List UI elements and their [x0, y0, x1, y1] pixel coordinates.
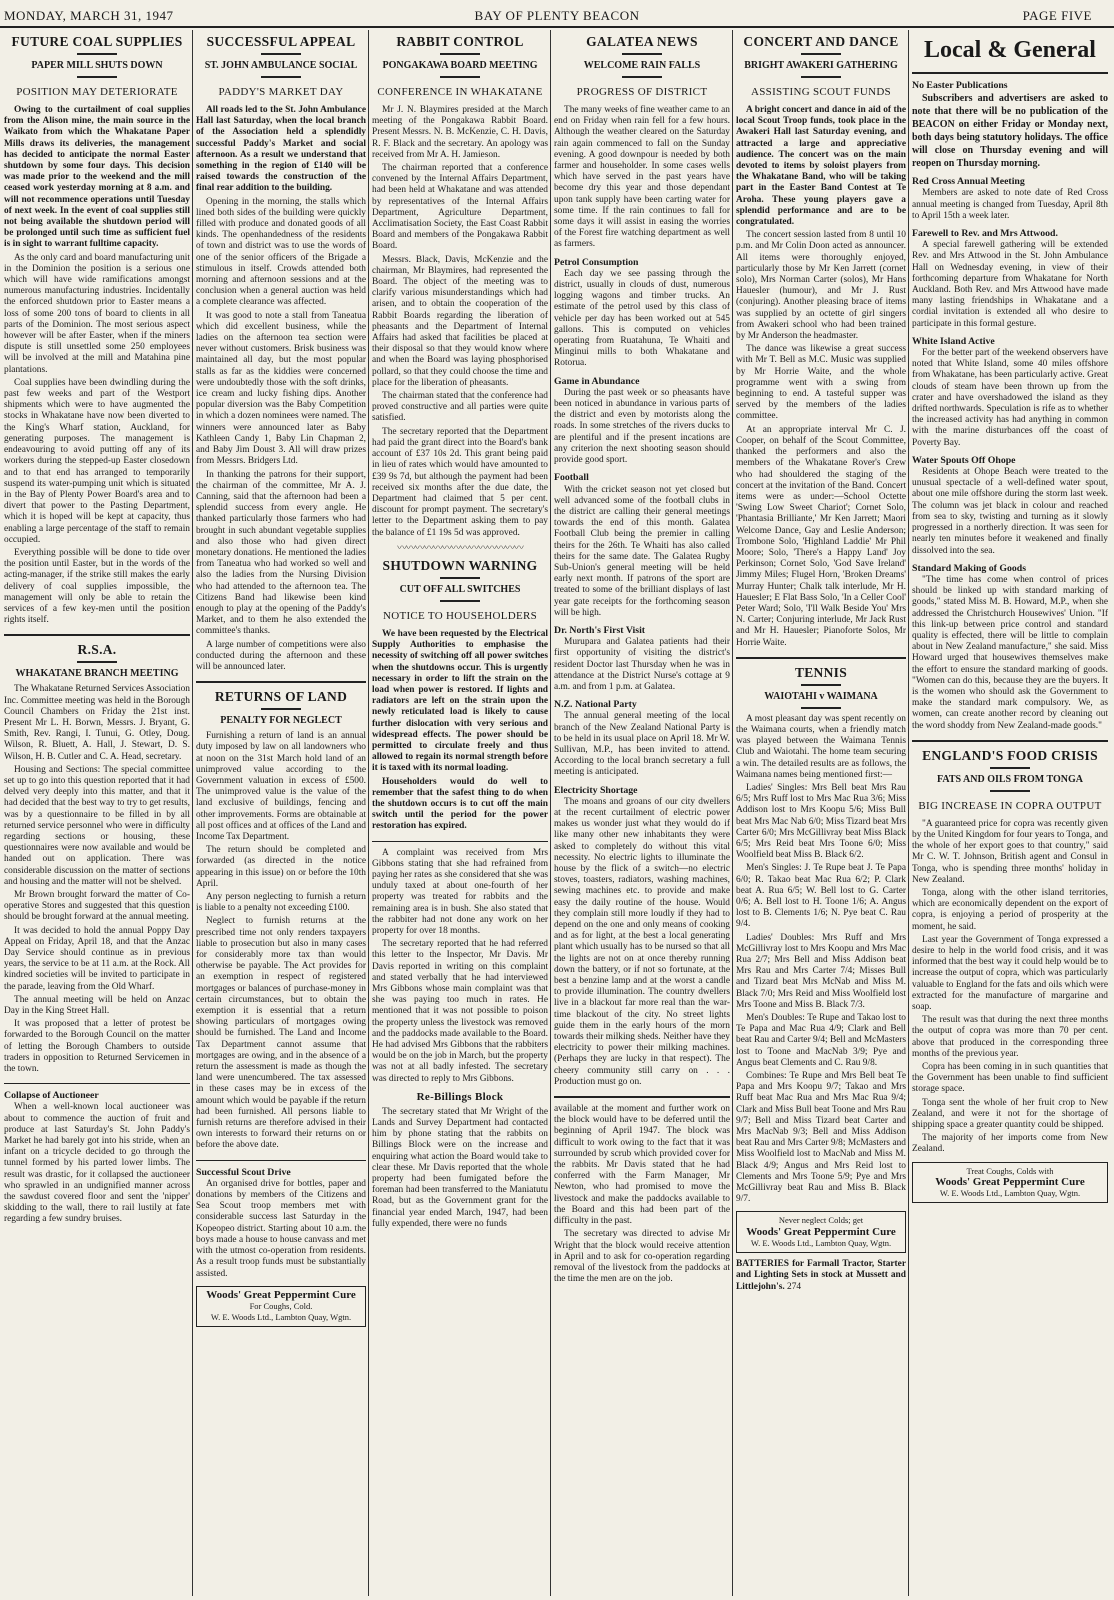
- advertisement: [736, 1211, 906, 1253]
- paragraph: Ladies' Doubles: Mrs Ruff and Mrs McGillivray lost to Mrs Koopu and Mrs Mac Rua 2/7; Mrs Bell and Miss Addison beat Mrs Rau and Mrs Carter 7/4; Misses Bull and Tizard beat Mrs McNab and Miss M. Black 7/0; Mrs Reid and Miss Woolfield lost Mrs Toone and Miss B. Black 7/3.: [736, 932, 906, 1010]
- paragraph: The many weeks of fine weather came to an end on Friday when rain fell for a few hours. Although the weather cleared on the Saturday rain again commenced to fall on the Sunday evening. A good downpour is needed by both farmer and householder. In some cases wells which have served in the past years have become dry this year and those dependant upon tank supply have been carting water for some time. If the rain continues to fall for some days it will assist in easing the worries of the Forest fire watching department as well as farmers.: [554, 105, 730, 250]
- paragraph: During the past week or so pheasants have been noticed in abundance in various parts of the district and even by motorists along the roads. In some stretches of the rivers ducks to are plentiful and if the present incations are any criterion the next shooting season should provide good sport.: [554, 387, 730, 466]
- lead-paragraph: Owing to the curtailment of coal supplies from the Alison mine, the main source in the Waikato from which the Whakatane Paper Mills draws its deliveries, the management has decided to anticipate the normal Easter shutdown by some four days. This decision was made prior to the weekend and the mill ceased work yesterday morning at 8 a.m. and will not recommence operations until Tuesday of next week. In the event of coal supplies still not being available the shutdown period will be prolonged until such time as sufficient fuel is in sight to warrant fulltime capacity.: [4, 105, 190, 250]
- paragraph: Tonga sent the whole of her fruit crop to New Zealand, and were it not for the shortage of shipping space a greater quantity could be shipped.: [912, 1097, 1108, 1131]
- lead-paragraph: We have been requested by the Electrical Supply Authorities to emphasise the necessity of switching off all power switches when the shutdowns occur. This is urgently necessary in order to lift the strain on the load when power is restored. If lights and radiators are left on the strain upon the newly reticulated load is likely to cause further dislocation with very serious and widespread effects. The power should be permitted to circulate freely and thus allowed to regain its normal strength before it is taxed with its normal loading.: [372, 628, 548, 774]
- paragraph: When a well-known local auctioneer was about to commence the auction of fruit and produce at last Saturday's St. John Paddy's Market he had barely got into his stride, when an infant on a tricycle decided to go through the tunnel formed by his parted lower limbs. The result was drastic, for it collapsed the auctioneer who sprawled in an undignified manner across the sawdust covered floor and sent the 'nipper' skidding to the wall, there to rail lustily at fate regarding a few sundry bruises.: [4, 1102, 190, 1225]
- section-heading: Successful Scout Drive: [196, 1166, 291, 1178]
- column-rule: [550, 30, 551, 1596]
- lead-paragraph: Householders would do well to remember that the safest thing to do when the shutdown occurs is to cut off the main switch until the period for the power restoration has expired.: [372, 776, 548, 832]
- headline-rule: [440, 76, 480, 78]
- ad-title: Woods' Great Peppermint Cure: [746, 1225, 896, 1238]
- paragraph: Housing and Sections: The special committee set up to go into this question reported that it had delved very deeply into this matter, and that it had decided that the best way to try to get results, was by a questionnaire to be filled in by all returned service personnel who were in difficulty regarding sections or housing, these questionnaires were now available and would be handed out on application. There was considerable discussion on the matter of sections and housing and the matter will not be shelved.: [4, 764, 190, 887]
- ad-tagline: For Coughs, Cold.: [249, 1300, 313, 1311]
- headline-rule: [801, 76, 841, 78]
- paragraph: Mr J. N. Blaymires presided at the March meeting of the Pongakawa Rabbit Board. Present Messrs. N. B. McKenzie, C. H. Davis, R. F. Black and the secretary. An apology was received from Mr A. H. Jamieson.: [372, 105, 548, 160]
- deck: ASSISTING SCOUT FUNDS: [751, 86, 891, 98]
- section-heading: Standard Making of Goods: [912, 562, 1027, 574]
- subheadline: PENALTY FOR NEGLECT: [220, 715, 342, 727]
- column-rule: [732, 30, 733, 1596]
- paragraph: The dance was likewise a great success with Mr T. Bell as M.C. Music was supplied by Mr Horrie Waite, and the whole programme went with a swing from beginning to end. A tasteful supper was served by the members of the ladies committee.: [736, 344, 906, 422]
- paragraph: The majority of her imports come from New Zealand.: [912, 1133, 1108, 1155]
- paragraph: The chairman stated that the conference had proved constructive and all parties were quite satisfied.: [372, 391, 548, 424]
- paragraph: Neglect to furnish returns at the prescribed time not only renders taxpayers liable to prosecution but also in many cases for considerably more tax than would otherwise be payable. The Act provides for an exemption in respect of registered mortgages or balances of purchase-money in certain circumstances, but to obtain the exemption it is essential that a return showing particulars of mortgages owing should be furnished. The Land and Income Tax Department cannot assume that mortgages are owing, and in the absence of a return the assessment is made as though the land were unencumbered. The tax assessed in these cases may be in excess of the amount which would be payable if the return had been furnished. All persons liable to furnish returns are therefore advised in their own interests to forward their returns on or before the above date.: [196, 916, 366, 1151]
- section-heading: Farewell to Rev. and Mrs Attwood.: [912, 228, 1058, 240]
- headline-rule: [261, 708, 301, 710]
- subheadline: PONGAKAWA BOARD MEETING: [382, 60, 538, 71]
- subheadline: FATS AND OILS FROM TONGA: [937, 773, 1083, 785]
- ad-note: Treat Coughs, Colds with: [966, 1165, 1054, 1176]
- column-6: [912, 34, 1108, 1594]
- divider: [4, 634, 190, 636]
- headline: RETURNS OF LAND: [214, 689, 348, 705]
- headline-rule: [440, 600, 480, 602]
- ad-title: Woods' Great Peppermint Cure: [206, 1288, 356, 1301]
- column-rule: [908, 30, 909, 1596]
- deck: PADDY'S MARKET DAY: [218, 86, 344, 98]
- paragraph: Tonga, along with the other island territories, which are economically dependent on the export of copra, is enjoying a period of prosperity at the moment, he said.: [912, 887, 1108, 932]
- paragraph: The moans and groans of our city dwellers at the recent curtailment of electric power makes us wonder just what they would do if like many other new inhabitants they were asked to completely do without this vital necessity. No electric lights to illuminate the house by the flick of a switch—no electric stoves, toasters, radiators, washing machines, sewing machines etc. to provide and make easy the daily routine of the house. Would they complain still more loudly if they had to depend on the one and only means of cooking and as for light, at the best a local generating plant which usually has to be nursed so that all the lights are not on at once thereby running down the battery, or if not so fortunate, at the best a benzine lamp and at the worst a candle to provide illumination. The country dwellers live in a blackout far more real than the war-time blackout of the city. No street lights guide them in the early hours of the morn towards their milking sheds. Neither have they electricity to power their milking machines. (Perhaps they are lucky in that respect). The cheery community still carry on . . . Production must go on.: [554, 796, 730, 1087]
- headline: CONCERT AND DANCE: [743, 34, 899, 49]
- headline-rule: [622, 76, 662, 78]
- paragraph: The concert session lasted from 8 until 10 p.m. and Mr Colin Doon acted as announcer. All items were thoroughly enjoyed, particularly those by Mr Ken Jarrett (cornet solo), Mrs Norman Carter (solos), Mr Hans Hauesler (humour), and Mr J. Rust (conjuring). Another pleasing brace of items was supplied by an octette of girl singers from Awakeri school who had been trained by Mr Anderson the headmaster.: [736, 230, 906, 342]
- subheadline: WAIOTAHI v WAIMANA: [764, 690, 878, 702]
- lead-paragraph: A bright concert and dance in aid of the local Scout Troop funds, took place in the Awakeri Hall last Saturday evening, and attracted a large and appreciative audience. The concert was on the main devoted to items by soloist players from the Whakatane Band, who will be taking part in the Easter Band Contest at Te Aroha. These young players gave a splendid performance and are to be congratulated.: [736, 105, 906, 228]
- paragraph: It was good to note a stall from Taneatua which did excellent business, while the ladies on the afternoon tea section were never without customers. Brisk business was maintained all day, but the most popular stalls as far as the kiddies were concerned were undoubtedly those with the soft drinks, ice cream and lucky fishing dips. Another popular diversion was the Baby Competition in which a dozen nominees were named. The winners were announced later as Baby Kathleen Candy 1, Baby Lin Chapman 2, and Baby Jim Doust 3. All will draw prizes from Messrs. Bridgers Ltd.: [196, 310, 366, 467]
- paragraph: Furnishing a return of land is an annual duty imposed by law on all landowners who at noon on the 31st March hold land of an unimproved value according to the Government valuation in excess of £500. The unimproved value is the value of the land exclusive of buildings, fencing and other improvements. Forms are obtainable at all post offices and at offices of the Land and Income Tax Department.: [196, 731, 366, 842]
- paragraph: Everything possible will be done to tide over the position until Easter, but in the words of the acting-manager, if the strike still makes the early delivery of coal supplies impossible, the management will only be able to retain the services of a few key-men until the position rights itself.: [4, 547, 190, 626]
- headline: RABBIT CONTROL: [396, 34, 524, 49]
- paragraph: It was decided to hold the annual Poppy Day Appeal on Friday, April 18, and that the Anzac Day Service should continue as in previous years, the service to be at 11 a.m. at the Rock. All kindred societies will be invited to participate in the parade, leaving from the Old Wharf.: [4, 925, 190, 992]
- headline: FUTURE COAL SUPPLIES: [11, 34, 183, 49]
- subheadline: PAPER MILL SHUTS DOWN: [31, 60, 163, 71]
- paragraph: Mr Brown brought forward the matter of Co-operative Stores and suggested that this question should be brought forward at the annual meeting.: [4, 890, 190, 923]
- paragraph: Murupara and Galatea patients had their first opportunity of visiting the district's resident Doctor last Thursday when he was in attendance at the District Nurse's cottage at 9 a.m. and from 1 p.m. at Galatea.: [554, 637, 730, 692]
- subheadline: BRIGHT AWAKERI GATHERING: [744, 60, 898, 71]
- deck: BIG INCREASE IN COPRA OUTPUT: [918, 799, 1102, 812]
- paragraph: A most pleasant day was spent recently on the Waimana courts, when a friendly match was played between the Waimana Tennis Club and Waiotahi. The home team securing a win. The detailed results are as follows, the Waimana names being mentioned first:—: [736, 713, 906, 780]
- column-2: [196, 34, 366, 1594]
- masthead: [0, 0, 1114, 28]
- page-number: PAGE FIVE: [1022, 8, 1092, 23]
- deck: POSITION MAY DETERIORATE: [16, 86, 178, 98]
- paragraph: Each day we see passing through the district, usually in clouds of dust, numerous logging wagons and timber trucks. An estimate of the petrol used by this class of vehicle per day has been worked out at 545 gallons. This is computed on vehicles operating from Ruatahuna, Te Whaiti and Minginui mills to both Whakatane and Rotorua.: [554, 268, 730, 369]
- section-heading: Dr. North's First Visit: [554, 624, 646, 636]
- column-4: [554, 34, 730, 1594]
- paragraph: In thanking the patrons for their support, the chairman of the committee, Mr A. J. Canning, said that the afternoon had been a splendid success from every angle. He thanked particularly those farmers who had brought in such abundant vegetable supplies and also those who had given direct monetary donations. He mentioned the ladies from Taneatua who had worked so well and also the ladies from the Nursing Division who had attended to the afternoon tea. The Citizens Band had likewise been kind enough to play at the opening of the Paddy's Market, and to them he also extended the committee's thanks.: [196, 469, 366, 637]
- paragraph: The secretary was directed to advise Mr Wright that the block would receive attention in April and to ask for co-operation regarding removal of the livestock from the paddocks at the time the men are on the job.: [554, 1229, 730, 1285]
- headline-rule: [77, 661, 117, 663]
- ad-title: Woods' Great Peppermint Cure: [935, 1175, 1085, 1188]
- section-heading: N.Z. National Party: [554, 699, 637, 711]
- paragraph: The secretary reported that he had referred this letter to the Inspector, Mr Davis. Mr Davis reported in writing on this complaint and stated verbally that he had interviewed Mrs Gibbons whose main complaint was that she was paying too much in rates. He mentioned that it was not possible to poison the property unless the livestock was removed and the paddocks made available to the Board. He had advised Mrs Gibbons that the rabbiters would be on the job in March, but the property was not at all badly infested. The secretary was directed to reply to Mrs Gibbons.: [372, 939, 548, 1084]
- column-1: [4, 34, 190, 1594]
- paragraph: Copra has been coming in in such quantities that the Government has been unable to find sufficient storage space.: [912, 1062, 1108, 1095]
- paragraph: The annual meeting will be held on Anzac Day in the King Street Hall.: [4, 994, 190, 1017]
- paragraph: As the only card and board manufacturing unit in the Dominion the position is a serious one which will have wide ramifications amongst numerous manufacturing industries. Incidentally the enforced shutdown prior to Easter means a loss of some 200 tons of board to clients in all parts of the Dominion. The most serious aspect however will be after Easter, when if the miners dispute is still unsettled some 250 employees will be involved at the mill and Matahina pine plantations.: [4, 252, 190, 375]
- headline: R.S.A.: [77, 642, 117, 658]
- headline-rule: [801, 684, 841, 686]
- column-5: [736, 34, 906, 1594]
- headline-rule: [261, 53, 301, 55]
- deck: PROGRESS OF DISTRICT: [576, 86, 708, 98]
- subheadline: WHAKATANE BRANCH MEETING: [15, 668, 179, 680]
- paragraph: "A guaranteed price for copra was recently given by the United Kingdom for four years to Tonga, and the whole of her export goes to that country," said Mr C. W. T. Johnson, British agent and Consul in Tonga, who is spending three months' holiday in New Zealand.: [912, 818, 1108, 885]
- paragraph: For the better part of the weekend observers have noted that White Island, some 40 miles offshore from Whakatane, has been particularly active. Great clouds of steam have been thrown up from the crater and have overshadowed the island as they drifted northwards. Speculation is rife as to whether the increased activity has had anything in common with the marine disturbances off the coast of Poverty Bay.: [912, 348, 1108, 448]
- advertisement: [912, 1162, 1108, 1204]
- headline: TENNIS: [794, 664, 848, 680]
- ad-address: W. E. Woods Ltd., Lambton Quay, Wgtn.: [210, 1312, 352, 1323]
- paragraph: A special farewell gathering will be extended Rev. and Mrs Attwood in the St. John Ambulance Hall on Wednesday evening, in view of their forthcoming departure from Whakatane for North Auckland. Both Rev. and Mrs Attwood have made many lasting friendships in Whakatane and a cordial invitation is extended all who desire to participate in this formal gesture.: [912, 240, 1108, 329]
- headline-rule: [990, 790, 1030, 792]
- headline-rule: [261, 76, 301, 78]
- lead-paragraph: All roads led to the St. John Ambulance Hall last Saturday, when the local branch of the Association held a splendidly successful Paddy's Market and social afternoon. As a result we understand that something in the region of £140 will be raised towards the construction of the final rear addition to the building.: [196, 105, 366, 194]
- paragraph: The secretary reported that the Department had paid the grant direct into the Board's bank account of £37 10s 2d. This grant being paid in lieu of rates which would have amounted to £39 9s 7d, but although the payment had been received six months after the due date, the Department had claimed that 5 per cent. discount for prompt payment. The secretary's letter to the Department asking them to pay the balance of £1 19s 5d was approved.: [372, 426, 548, 538]
- section-heading: Electricity Shortage: [554, 784, 638, 796]
- paragraph: "The time has come when control of prices should be linked up with standard marking of goods," stated Miss M. B. Howard, M.P., when she addressed the Christchurch Housewives' Union. "If this link-up between price control and standard quality is effected, there will be little to complain about in New Zealand manufacture," she said. Miss Howard urged that housewives themselves make the effort to ensure the standard marking of goods. "Women can do this, because they are the buyers. It is the women who should ask the Government to make the standard mark compulsory. We, as women, can create another record by cleaning out the word shoddy from New Zealand-made goods.": [912, 574, 1108, 731]
- divider: [736, 657, 906, 659]
- section-heading: Re-Billings Block: [416, 1090, 504, 1103]
- paragraph: A complaint was received from Mrs Gibbons stating that she had refrained from paying her rates as she considered that she was unduly taxed at about one-fourth of her property was treated for rabbits and the remaining area is in bush. She also stated that the rabbiter had not done any work on her property for over 18 months.: [372, 847, 548, 936]
- headline-rule: [990, 767, 1030, 769]
- paragraph: Opening in the morning, the stalls which lined both sides of the building were quickly filled with produce and donated goods of all kinds. The openhandedness of the residents of town and district was to use the words of one of the senior officers of the Brigade a stimulous in itself. Crowds attended both morning and afternoon sessions and at the conclusion when a general auction was held a complete clearance was affected.: [196, 196, 366, 308]
- issue-date: MONDAY, MARCH 31, 1947: [4, 8, 174, 23]
- section-heading: Game in Abundance: [554, 375, 640, 387]
- ad-address: W. E. Woods Ltd., Lambton Quay, Wgtn.: [939, 1188, 1081, 1199]
- column-rule: [192, 30, 193, 1596]
- headline: SHUTDOWN WARNING: [382, 557, 538, 573]
- divider: [912, 740, 1108, 742]
- headline-rule: [77, 53, 117, 55]
- column-rule: [368, 30, 369, 1596]
- subheadline: WELCOME RAIN FALLS: [583, 60, 701, 71]
- paragraph: Coal supplies have been dwindling during the past few weeks and part of the Westport shipments which were to have augmented the stocks in Whakatane have now been diverted to the King's Wharf station, Auckland, for generating purposes. The management is endeavouring to avoid putting off any of its workers during the stepped-up Easter closedown and to that end has arranged to temporarily suspend its water-pumping unit which is situated in the Bay of Plenty Power Board's area and to divert that power to the Pasting Department, which it is hoped will be kept at capacity, thus enabling a large percentage of the staff to remain occupied.: [4, 377, 190, 545]
- divider: [912, 72, 1108, 74]
- paragraph: Ladies' Singles: Mrs Bell beat Mrs Rau 6/5; Mrs Ruff lost to Mrs Mac Rua 3/6; Miss Addison lost to Mrs Koopu 5/6; Miss Bull beat Mrs Mac Nab 6/0; Miss Tizard beat Mrs Carter 6/0; Mrs McGillivray beat Miss Black 6/5; Mrs Reid beat Mrs Toone 6/0; Miss Woolfield beat Miss B. Black 6/2.: [736, 782, 906, 861]
- subheadline: ST. JOHN AMBULANCE SOCIAL: [204, 60, 358, 71]
- divider: [196, 681, 366, 683]
- headline-rule: [440, 53, 480, 55]
- classified-ad: [736, 1259, 906, 1293]
- advertisement: [196, 1286, 366, 1328]
- paragraph: The secretary stated that Mr Wright of the Lands and Survey Department had contacted him by phone stating that the rabbits on Billings Block were on the increase and enquiring what action the Board would take to clear these. Mr Davis reported that the whole property had been fumigated before the foreman had been transferred to the Maniatutu Road, but as the Government grant for the financial year ended March, 1947, had been fully expended, there were no funds: [372, 1106, 548, 1229]
- divider: [196, 1160, 366, 1161]
- section-heading: Collapse of Auctioneer: [4, 1090, 99, 1102]
- paper-title: BAY OF PLENTY BEACON: [474, 8, 640, 23]
- headline-rule: [622, 53, 662, 55]
- ad-address: W. E. Woods Ltd., Lambton Quay, Wgtn.: [750, 1237, 892, 1248]
- section-heading: Water Spouts Off Ohope: [912, 454, 1016, 466]
- paragraph: Men's Singles: J. Te Rupe beat J. Te Papa 6/0; R. Takao beat Mac Rua 6/2; P. Clark beat A. Rua 6/5; W. Bell lost to G. Carter 0/6; A. Bell lost to H. Toone 1/6; A. Angus lost to B. Clements 1/6; N. Pye beat C. Rau 9/4.: [736, 863, 906, 930]
- paragraph: The Whakatane Returned Services Association Inc. Committee meeting was held in the Borough Council Chambers on Friday the 21st inst. Present Mr L. H. Borwn, Messrs. J. Bryant, G. Smith, Rev. Rangi, I. Tunui, G. Otley, Doug. Wilson, R. Bluett, A. Hall, J. Stewart, D. S. Wilson, H. B. Cutler and C. A. Head, secretary.: [4, 684, 190, 762]
- paragraph: The result was that during the next three months the output of copra was more than 70 per cent. above that produced in the corresponding three months of the previous year.: [912, 1015, 1108, 1059]
- paragraph: A large number of competitions were also conducted during the afternoon and these will be announced later.: [196, 639, 366, 672]
- section-heading: Petrol Consumption: [554, 256, 639, 268]
- headline-rule: [77, 76, 117, 78]
- section-heading: No Easter Publications: [912, 80, 1008, 91]
- paragraph: Combines: Te Rupe and Mrs Bell beat Te Papa and Mrs Koopu 9/7; Takao and Mrs Ruff beat Mac Rua and Mrs Mac Rua 9/4; Clark and Miss Bull beat Toone and Mrs Rau 9/7; Bell and Miss Tizard beat Carter and Mrs MacNab 9/3; Bell and Miss Addison beat Rau and Mrs Carter 9/8; McMasters and Miss Woolfield lost to MacNab and Miss M. Black 4/9; Angus and Mrs Reid lost to Clements and Mrs Toone 5/9; Pye and Mrs McGillivray beat Rau and Miss B. Black 9/7.: [736, 1071, 906, 1205]
- paragraph: Messrs. Black, Davis, McKenzie and the chairman, Mr Blaymires, had represented the Board. The object of the meeting was to clarify various misunderstandings which had arisen, and to obtain the cooperation of the Rabbit Boards regarding the liberation of pheasants and the Department of Internal Affairs had asked that facilities be placed at their disposal so that they would know where and when the Board was laying phosphorised pollard, so that they could choose the time and place for the liberation of pheasants.: [372, 254, 548, 388]
- deck: CONFERENCE IN WHAKATANE: [377, 86, 543, 98]
- divider: [4, 1083, 190, 1084]
- paragraph: Members are asked to note date of Red Cross annual meeting is changed from Tuesday, April 8th to April 15th a week later.: [912, 188, 1108, 221]
- headline-rule: [801, 707, 841, 709]
- paragraph: The chairman reported that a conference convened by the Internal Affairs Department, had been held at Whakatane and was attended by representatives of the Internal Affairs Department, Agriculture Department, Acclimatisation Society, the East Coast Rabbit Board and members of the Pongakawa Rabbit Board.: [372, 163, 548, 252]
- paragraph: It was proposed that a letter of protest be forwarded to the Borough Council on the matter of letting the Borough Chambers to outside traders in opposition to Returned Servicemen in the town.: [4, 1019, 190, 1075]
- headline: SUCCESSFUL APPEAL: [206, 34, 356, 49]
- headline-rule: [801, 53, 841, 55]
- headline: ENGLAND'S FOOD CRISIS: [922, 747, 1098, 763]
- divider: [554, 1096, 730, 1098]
- paragraph: An organised drive for bottles, paper and donations by members of the Citizens and Sea Scout troop members met with considerable success last Saturday in the Kopeopeo district. Starting about 10 a.m. the boys made a house to house canvass and met with the utmost co-operation from residents. As a result troop funds must be substantially assisted.: [196, 1178, 366, 1279]
- section-heading: White Island Active: [912, 335, 995, 347]
- paragraph: Last year the Government of Tonga expressed a desire to help in the world food crisis, and it was informed that the best way it could help would be to increase the output of copra, which was particularly valuable to England for the fats and oils which were extracted for the manufacture of margarine and soap.: [912, 934, 1108, 1012]
- paragraph: Residents at Ohope Beach were treated to the unusual spectacle of a well-defined water spout, about one mile offshore during the storm last week. The column was jet black in colour and reached from sea to sky, twisting and turning as it slowly progressed in a northerly direction. It was seen for nearly ten minutes before it weakened and finally dissolved into the sea.: [912, 467, 1108, 556]
- deck: NOTICE TO HOUSEHOLDERS: [382, 609, 538, 622]
- section-heading: Red Cross Annual Meeting: [912, 176, 1025, 188]
- subheadline: CUT OFF ALL SWITCHES: [399, 583, 521, 595]
- paragraph: Men's Doubles: Te Rupe and Takao lost to Te Papa and Mac Rua 4/9; Clark and Bell beat Rau and Carter 9/4; Bell and McMasters lost to Toone and MacNab 3/9; Pye and Angus beat Clements and C. Rau 9/8.: [736, 1013, 906, 1068]
- section-heading: Football: [554, 472, 589, 484]
- paragraph: At an appropriate interval Mr C. J. Cooper, on behalf of the Scout Committee, thanked the performers and also the members of the Whakatane Rover's Crew who had shouldered the staging of the concert at the invitation of the Band. Concert items were as under:—School Octette 'Swing Low Sweet Chariot'; Cornet Solo, 'Phantasia Brilliante,' Mr Ken Jarrett; Maori Welcome Dance, Gay and Leslie Anderson; Trombone Solo, 'Highland Laddie' Mr Phil Moore; Solo, 'There's a Happy Land' Joy Perkinson; Cornet Solo, 'God Save Ireland' Jimmy Miles; Flugel Horn, 'Broken Dreams' Murray Hunter; Chalk talk interlude, Mr H. Hauesler; E Flat Bass Solo, 'In a Celler Cool' Peter Ward; Solo, 'I'll Walk Beside You' Mrs N. Carter; Conjuring interlude, Mr Jack Rust and Mr H. Hauesler; Pianoforte Solos, Mr Horrie Waite.: [736, 424, 906, 648]
- column-3: [372, 34, 548, 1594]
- headline: GALATEA NEWS: [586, 34, 698, 49]
- classified-text: BATTERIES for Farmall Tractor, Starter and Lighting Sets in stock at Mussett and Littlejohn's.: [736, 1259, 906, 1292]
- headline-rule: [440, 577, 480, 579]
- paragraph: With the cricket season not yet closed but well advanced some of the football clubs in the district are calling their general meetings towards the end of this month. Galatea Football Club being the premier in calling theirs for the 26th. Te Whaiti has also called theirs for the same date. The Galatea Rugby Sub-Union's general meeting will be held early next month. If patrons of the sport are treated to some of the brilliant displays of last year gate receipts for the forthcoming season will be high.: [554, 484, 730, 618]
- classified-number: 274: [787, 1281, 802, 1292]
- paragraph: The return should be completed and forwarded (as directed in the notice appearing in this issue) on or before the 10th April.: [196, 845, 366, 889]
- paragraph: The annual general meeting of the local branch of the New Zealand National Party is to be held in its usual place on April 18. Mr W. Sullivan, M.P., has been invited to attend. According to the local branch secretary a full meeting is anticipated.: [554, 711, 730, 778]
- divider: [372, 841, 548, 842]
- ornamental-divider: 〰〰〰〰〰〰〰〰〰〰〰〰〰〰: [397, 542, 523, 554]
- section-title: Local & General: [924, 37, 1096, 63]
- notice-paragraph: Subscribers and advertisers are asked to note that there will be no publication of the BEACON on either Friday or Monday next, both days being statutory holidays. The office will close on Thursday evening and will reopen on Thursday morning.: [912, 93, 1108, 170]
- ad-note: Never neglect Colds; get: [778, 1215, 864, 1226]
- paragraph: Any person neglecting to furnish a return is liable to a penalty not exceeding £100.: [196, 892, 366, 914]
- paragraph: available at the moment and further work on the block would have to be deferred until the beginning of April 1947. The block was difficult to work owing to the fact that it was surrounded by scrub which provided cover for the rabbits. Mr Davis stated that he had conferred with the Farm Manager, Mr Newton, who had promised to move the livestock and make the paddocks available to the Board and this had been part of the difficulty in the past.: [554, 1104, 730, 1227]
